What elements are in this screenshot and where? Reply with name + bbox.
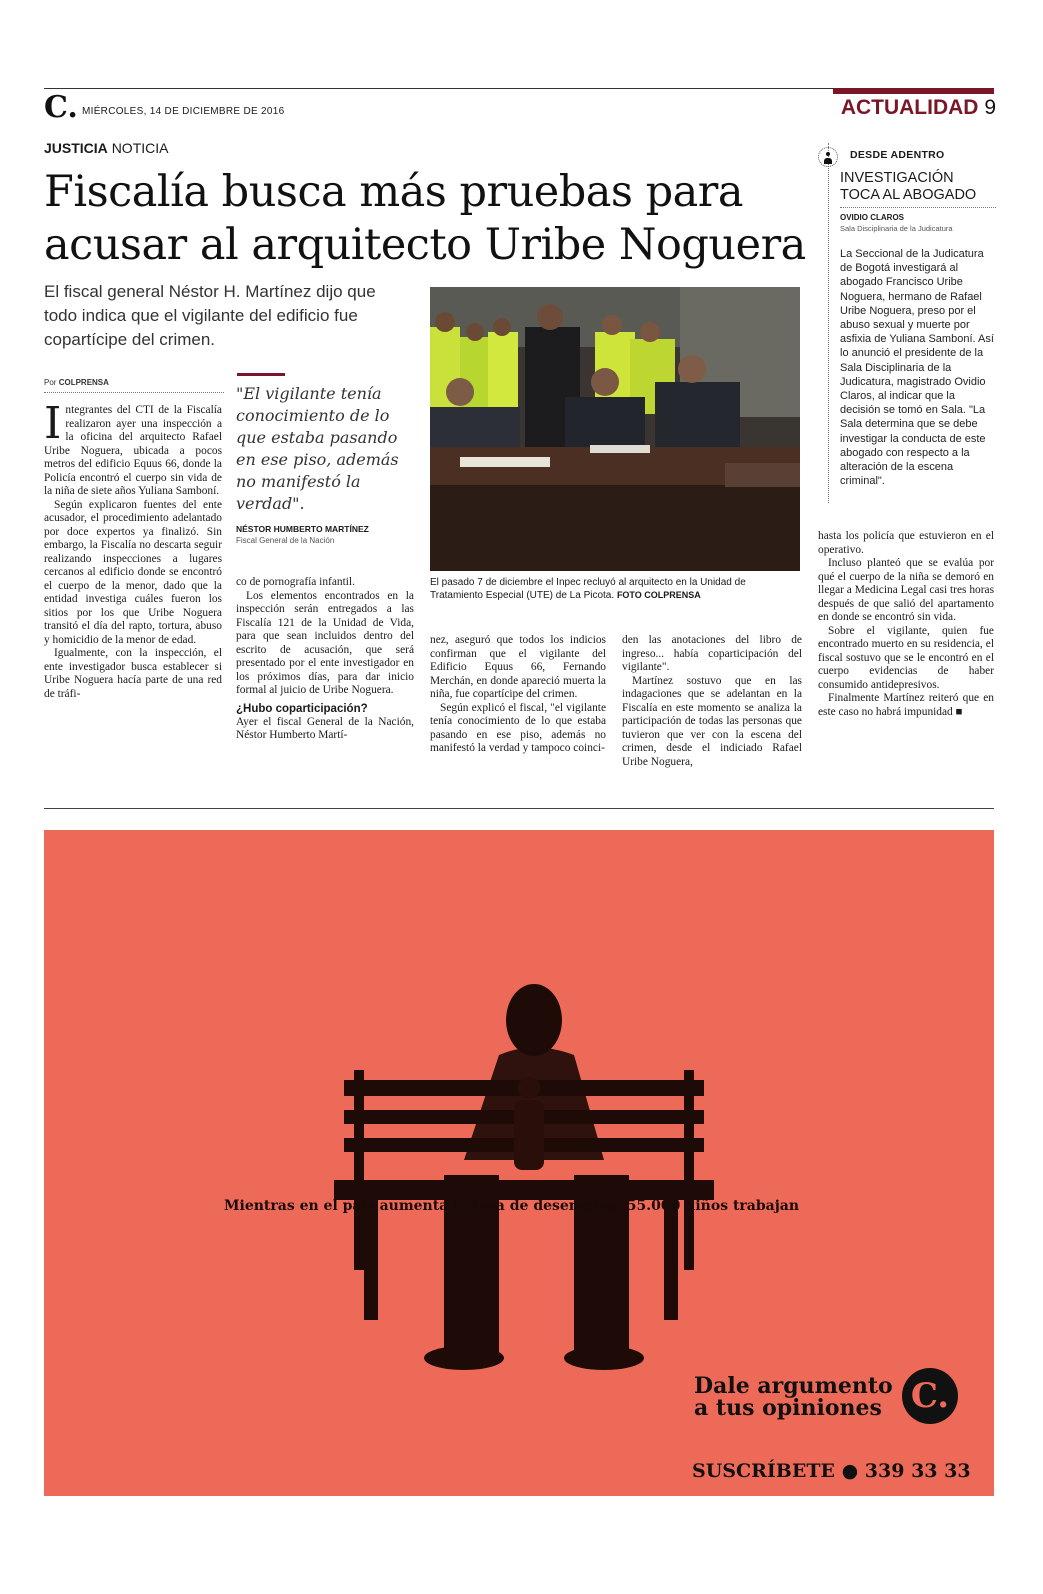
ad-headline: Mientras en el país aumenta la tasa de desempleo, 55.000 niños trabajan xyxy=(224,1198,800,1214)
ad-logo: C. xyxy=(902,1368,958,1424)
dateline: MIÉRCOLES, 14 DE DICIEMBRE DE 2016 xyxy=(82,106,285,117)
ad-phone: 339 33 33 xyxy=(864,1460,971,1482)
quote-author-role: Fiscal General de la Nación xyxy=(236,536,335,545)
quote-rule xyxy=(237,373,285,376)
photo-credit: FOTO COLPRENSA xyxy=(616,590,701,600)
sidebar-rule xyxy=(828,143,829,503)
sidebar-title-rule xyxy=(840,207,996,208)
article-column-1: Integrantes del CTI de la Fiscalía realizaron ayer una inspección a la oficina del arquitecto Rafael Uribe Noguera, ubicada a pocos metros del edificio Equus 66, donde la Policía encontró el cuerpo sin vida de la niña de siete años Yuliana Samboní. Según explicaron fuentes del ente acusador, el procedimiento adelantado por doce expertos ya finalizó. Sin embargo, la Fiscalía no descarta seguir realizando inspecciones a lugares cercanos al edificio donde se encontró el cuerpo de la menor, dado que la entidad investiga cuáles fueron los sitios por los que Uribe Noguera transitó el día del rapto, tortura, abuso y homicidio de la menor de edad. Igualmente, con la inspección, el ente investigador busca establecer si Uribe Noguera hacía parte de una red de tráfi- xyxy=(44,398,222,700)
sidebar-person-name: OVIDIO CLAROS xyxy=(840,213,905,222)
kicker: JUSTICIA NOTICIA xyxy=(44,140,169,156)
article-column-5: hasta los policía que estuvieron en el operativo. Incluso planteó que se evalúa por qué el cuerpo de la niña se demoró en llegar a Medicina Legal casi tres horas después de que salió del apartamento en donde se encontró sin vida. Sobre el vigilante, quien fue encontrado muerto en su residencia, el fiscal sostuvo que se le encontró en el cuerpo evidencias de haber consumido antidepresivos. Finalmente Martínez reiteró que en este caso no habrá impunidad ■ xyxy=(818,530,994,718)
sidebar-tag: DESDE ADENTRO xyxy=(850,149,945,161)
dropcap: I xyxy=(44,398,62,449)
section-label: ACTUALIDAD 9 xyxy=(840,96,996,119)
article-column-2: co de pornografía infantil. Los elementos encontrados en la inspección serán entregados a las Fiscalía 121 de la Unidad de Vida, para que sean incluidos dentro del escrito de acusación, que será presentado por el ente investigador en los próximos días, para dar inicio formal al juicio de Uribe Noguera. ¿Hubo coparticipación? Ayer el fiscal General de la Nación, Néstor Humberto Martí- xyxy=(236,576,414,741)
photo-caption: El pasado 7 de diciembre el Inpec recluyó al arquitecto en la Unidad de Tratamiento Especial (UTE) de La Picota. FOTO COLPRENSA xyxy=(430,577,746,601)
ad-slogan: Dale argumento a tus opiniones xyxy=(694,1373,893,1421)
quote-author: NÉSTOR HUMBERTO MARTÍNEZ xyxy=(236,524,369,534)
section-color-bar xyxy=(833,88,994,94)
courtroom-photo xyxy=(430,287,800,571)
page-number: 9 xyxy=(984,96,996,119)
deck: El fiscal general Néstor H. Martínez dijo que todo indica que el vigilante del edificio fue copartícipe del crimen. xyxy=(44,282,376,349)
subhead: ¿Hubo coparticipación? xyxy=(236,702,368,715)
person-icon xyxy=(818,147,838,167)
ad-subscribe: SUSCRÍBETE ● 339 33 33 xyxy=(692,1460,971,1482)
byline: Por COLPRENSA xyxy=(44,378,109,387)
pull-quote: "El vigilante tenía conocimiento de lo que estaba pasando en ese piso, además no manifestó la verdad". xyxy=(236,384,399,513)
sidebar-body: La Seccional de la Judicatura de Bogotá investigará al abogado Francisco Uribe Noguera, hermano de Rafael Uribe Noguera, preso por el abuso sexual y muerte por asfixia de Yuliana Samboní. Así lo anunció el presidente de la Sala Disciplinaria de la Judicatura, magistrado Ovidio Claros, al indicar que la decisión se tomó en Sala. "La Sala determina que se debe investigar la conducta de este abogado con respecto a la alteración de la escena criminal". xyxy=(840,248,994,488)
newspaper-logo: C. xyxy=(44,90,78,125)
article-column-3: nez, aseguró que todos los indicios confirman que el vigilante del Edificio Equus 66, Fernando Merchán, en donde apareció muerta la niña, fue copartícipe del crimen. Según explicó el fiscal, "el vigilante tenía conocimiento de lo que estaba pasando en ese piso, además no manifestó la verdad y tampoco coinci- xyxy=(430,634,606,754)
headline: Fiscalía busca más pruebas para acusar al arquitecto Uribe Noguera xyxy=(44,167,806,270)
article-bottom-rule xyxy=(44,808,994,809)
article-column-4: den las anotaciones del libro de ingreso... había coparticipación del vigilante". Martínez sostuvo que en las indagaciones que se adelantan en la Fiscalía en este momento se analiza la participación de todas las personas que tuvieron que ver con la escena del crimen, desde el indiciado Rafael Uribe Noguera, xyxy=(622,634,802,768)
sidebar-person-role: Sala Disciplinaria de la Judicatura xyxy=(840,224,953,233)
advertisement xyxy=(44,830,994,1496)
byline-rule xyxy=(44,392,224,393)
sidebar-title: INVESTIGACIÓN TOCA AL ABOGADO xyxy=(840,170,977,203)
